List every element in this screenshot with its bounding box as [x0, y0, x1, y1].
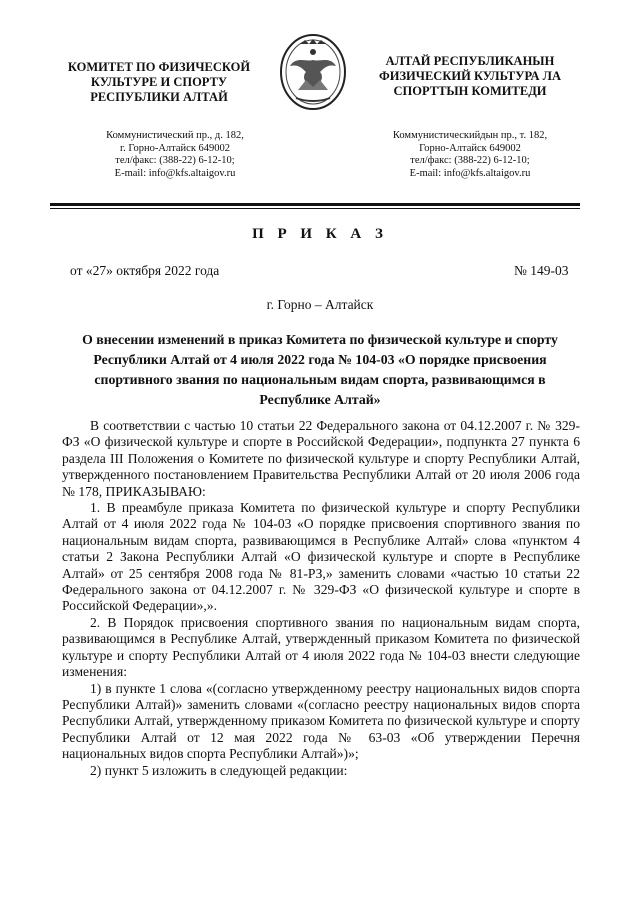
address-email: E-mail: info@kfs.altaigov.ru — [114, 167, 236, 179]
body-paragraph: 2. В Порядок присвоения спортивного звания по национальным видам спорта, развивающимся в Республике Алтай, утвержденный приказом Комитета по физической культуре и спорту Республики Алтай от 4 июля 2022 года № 104-03 внести следующие изменения: — [62, 614, 580, 680]
address-altai — [365, 130, 575, 180]
address-russian — [70, 130, 280, 180]
header-divider-thick — [50, 203, 580, 206]
body-paragraph: 1) в пункте 1 слова «(согласно утвержденному реестру национальных видов спорта Республики Алтай)» заменить словами «(согласно реестру национальных видов спорта Республики Алтай, утвержденному приказом Комитета по физической культуре и спорту Республики Алтай от 12 мая 2022 года № 63-03 «Об утверждении Перечня национальных видов спорта Республики Алтай»)»; — [62, 680, 580, 762]
address-line: г. Горно-Алтайск 649002 — [119, 142, 231, 154]
org-name-line: АЛТАЙ РЕСПУБЛИКАНЫН — [385, 54, 555, 68]
address-email: E-mail: info@kfs.altaigov.ru — [409, 167, 531, 179]
org-name-line: КУЛЬТУРЕ И СПОРТУ — [90, 75, 228, 89]
body-paragraph: 1. В преамбуле приказа Комитета по физической культуре и спорту Республики Алтай от 4 июля 2022 года № 104-03 «О порядке присвоения спортивного звания по национальным видам спорта, развивающимся в Республике Алтай» слова «пунктом 4 статьи 2 Закона Республики Алтай «О физической культуре и спорте в Республике Алтай» от 25 сентября 2008 года № 81-РЗ,» заменить словами «частью 10 статьи 22 Федерального закона от 04.12.2007 г. № 329-ФЗ «О физической культуре и спорте в Российской Федерации»,». — [62, 500, 580, 614]
order-date: от «27» октября 2022 года — [70, 263, 220, 278]
address-line: Горно-Алтайск 649002 — [419, 142, 521, 154]
org-name-line: КОМИТЕТ ПО ФИЗИЧЕСКОЙ — [67, 60, 251, 74]
org-name-line: РЕСПУБЛИКИ АЛТАЙ — [90, 90, 228, 104]
org-name-line: ФИЗИЧЕСКИЙ КУЛЬТУРА ЛА — [379, 69, 561, 83]
order-number: № 149-03 — [514, 263, 569, 278]
org-name-line: СПОРТТЫН КОМИТЕДИ — [393, 84, 547, 98]
org-name-altai — [370, 54, 570, 99]
address-line: Коммунистический пр., д. 182, — [106, 130, 244, 141]
order-city: г. Горно – Алтайск — [266, 297, 374, 312]
address-line: Коммунистическийдын пр., т. 182, — [392, 130, 548, 141]
address-line: тел/факс: (388-22) 6-12-10; — [115, 155, 235, 166]
body-paragraph: В соответствии с частью 10 статьи 22 Федерального закона от 04.12.2007 г. № 329-ФЗ «О физической культуре и спорте в Российской Федерации», подпункта 27 пункта 6 раздела III Положения о Комитете по физической культуре и спорту Республики Алтай, утвержденного постановлением Правительства Республики Алтай от 20 июля 2006 года № 178, ПРИКАЗЫВАЮ: — [62, 418, 580, 499]
coat-of-arms-emblem — [278, 32, 348, 112]
org-name-russian — [64, 60, 254, 105]
order-heading: О внесении изменений в приказ Комитета по физической культуре и спорту Республики Алтай от 4 июля 2022 года № 104-03 «О порядке присвоения спортивного звания по национальным видам спорта, развивающимся в Республике Алтай» — [82, 332, 558, 407]
order-body — [62, 418, 580, 779]
body-paragraph: 2) пункт 5 изложить в следующей редакции: — [90, 762, 348, 778]
address-line: тел/факс: (388-22) 6-12-10; — [410, 155, 530, 166]
header-divider-thin — [50, 208, 580, 209]
document-title: П Р И К А З — [252, 226, 388, 242]
